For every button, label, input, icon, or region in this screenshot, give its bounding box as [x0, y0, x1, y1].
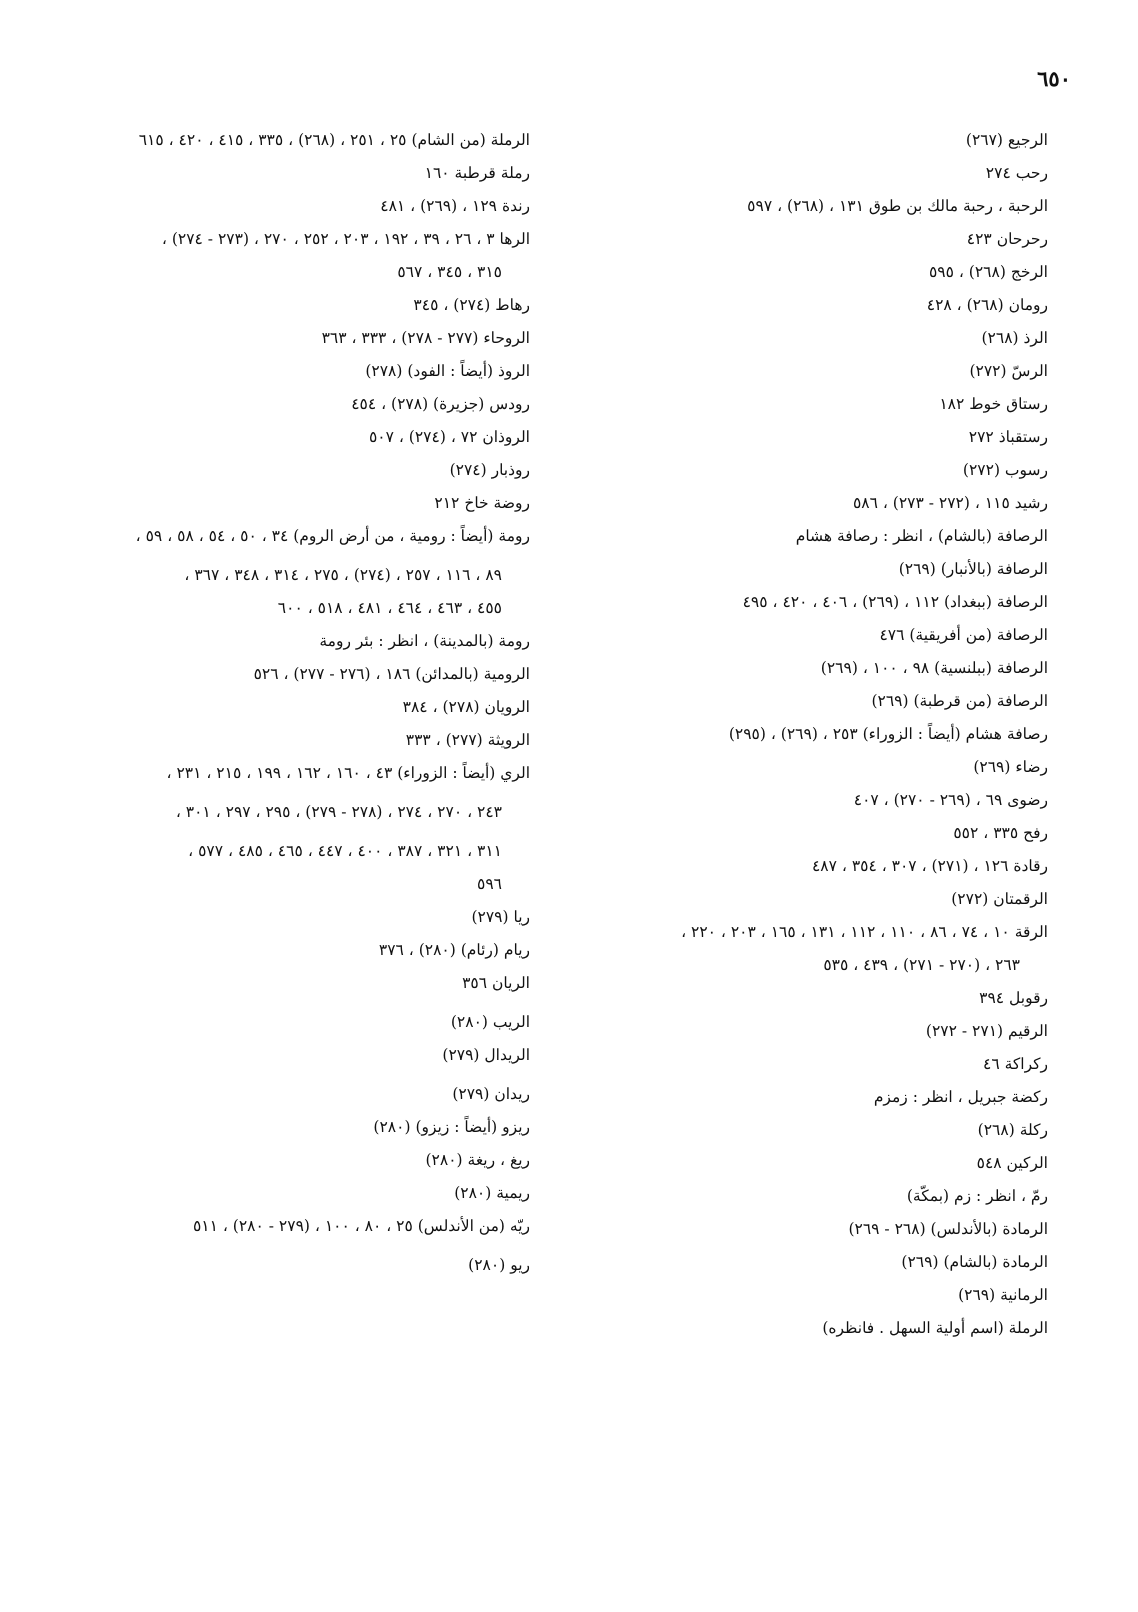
index-entry: الرحبة ، رحبة مالك بن طوق ١٣١ ، (٢٦٨) ، ٥٩٧: [747, 197, 1048, 215]
index-entry: الريب (٢٨٠): [450, 1013, 530, 1031]
index-entry: الرمادة (بالأندلس) (٢٦٨ - ٢٦٩): [848, 1220, 1048, 1238]
index-entry: ركلة (٢٦٨): [977, 1121, 1048, 1139]
index-entry: الروحاء (٢٧٧ - ٢٧٨) ، ٣٣٣ ، ٣٦٣: [321, 329, 530, 347]
index-entry: الرويان (٢٧٨) ، ٣٨٤: [402, 698, 530, 716]
index-entry: رهاط (٢٧٤) ، ٣٤٥: [413, 296, 530, 314]
index-entry: ركضة جبريل ، انظر : زمزم: [873, 1088, 1048, 1106]
index-entry: الرملة (اسم أولية السهل . فانظره): [822, 1319, 1048, 1337]
index-entry: رضاء (٢٦٩): [973, 758, 1048, 776]
index-entry: الرصافة (بالأنبار) (٢٦٩): [898, 560, 1048, 578]
index-entry: الرمانية (٢٦٩): [958, 1286, 1048, 1304]
index-entry: الرصافة (ببغداد) ١١٢ ، (٢٦٩) ، ٤٠٦ ، ٤٢٠ ، ٤٩٥: [742, 593, 1048, 611]
index-entry-continuation: ٨٩ ، ١١٦ ، ٢٥٧ ، (٢٧٤) ، ٢٧٥ ، ٣١٤ ، ٣٤٨ ، ٣٦٧ ،: [184, 566, 502, 584]
index-entry: الريدال (٢٧٩): [442, 1046, 530, 1064]
index-entry: الرقة ١٠ ، ٧٤ ، ٨٦ ، ١١٠ ، ١١٢ ، ١٣١ ، ١٦٥ ، ٢٠٣ ، ٢٢٠ ،: [681, 923, 1048, 941]
index-entry: الرذ (٢٦٨): [981, 329, 1048, 347]
index-entry: الرومية (بالمدائن) ١٨٦ ، (٢٧٦ - ٢٧٧) ، ٥٢٦: [253, 665, 530, 683]
index-entry: الرمادة (بالشام) (٢٦٩): [901, 1253, 1048, 1271]
index-entry: رمّ ، انظر : زم (بمكّة): [906, 1187, 1048, 1205]
index-entry: رستقباذ ٢٧٢: [968, 428, 1048, 446]
index-entry: ريمية (٢٨٠): [454, 1184, 530, 1202]
index-entry: رودس (جزيرة) (٢٧٨) ، ٤٥٤: [351, 395, 530, 413]
index-entry: الرخج (٢٦٨) ، ٥٩٥: [928, 263, 1048, 281]
index-entry: الرصافة (من أفريقية) ٤٧٦: [879, 626, 1048, 644]
index-entry: الريان ٣٥٦: [462, 974, 530, 992]
index-entry-continuation: ٣١٥ ، ٣٤٥ ، ٥٦٧: [397, 263, 502, 281]
index-entry: رحرحان ٤٢٣: [966, 230, 1048, 248]
index-entry: ريا (٢٧٩): [471, 908, 530, 926]
index-entry: الرملة (من الشام) ٢٥ ، ٢٥١ ، (٢٦٨) ، ٣٣٥ ، ٤١٥ ، ٤٢٠ ، ٦١٥: [138, 131, 530, 149]
index-column-left: [40, 124, 530, 1282]
index-entry: ريغ ، ريغة (٢٨٠): [425, 1151, 530, 1169]
index-entry-continuation: ٤٥٥ ، ٤٦٣ ، ٤٦٤ ، ٤٨١ ، ٥١٨ ، ٦٠٠: [277, 599, 502, 617]
index-entry-continuation: ٥٩٦: [477, 875, 502, 893]
index-entry: الروذ (أيضاً : الفود) (٢٧٨): [365, 362, 530, 380]
index-entry: رشيد ١١٥ ، (٢٧٢ - ٢٧٣) ، ٥٨٦: [852, 494, 1048, 512]
index-entry: رستاق خوط ١٨٢: [939, 395, 1048, 413]
index-entry: الرجيع (٢٦٧): [965, 131, 1048, 149]
page-number: ٦٥٠: [1037, 66, 1071, 91]
index-entry: الرها ٣ ، ٢٦ ، ٣٩ ، ١٩٢ ، ٢٠٣ ، ٢٥٢ ، ٢٧٠ ، (٢٧٣ - ٢٧٤) ،: [161, 230, 530, 248]
index-entry: رحب ٢٧٤: [985, 164, 1048, 182]
index-entry: الرقمتان (٢٧٢): [951, 890, 1048, 908]
index-entry: ريّه (من الأندلس) ٢٥ ، ٨٠ ، ١٠٠ ، (٢٧٩ - ٢٨٠) ، ٥١١: [192, 1217, 530, 1235]
index-entry-continuation: ٢٤٣ ، ٢٧٠ ، ٢٧٤ ، (٢٧٨ - ٢٧٩) ، ٢٩٥ ، ٢٩٧ ، ٣٠١ ،: [175, 803, 502, 821]
index-entry: الرصافة (بالشام) ، انظر : رصافة هشام: [795, 527, 1048, 545]
index-entry: رملة قرطبة ١٦٠: [424, 164, 530, 182]
index-entry: رسوب (٢٧٢): [962, 461, 1048, 479]
index-entry: الرسّ (٢٧٢): [969, 362, 1048, 380]
index-entry: روضة خاخ ٢١٢: [434, 494, 530, 512]
index-entry: رومة (أيضاً : رومية ، من أرض الروم) ٣٤ ، ٥٠ ، ٥٤ ، ٥٨ ، ٥٩ ،: [135, 527, 530, 545]
index-entry: ركراكة ٤٦: [983, 1055, 1048, 1073]
index-entry: رندة ١٢٩ ، (٢٦٩) ، ٤٨١: [380, 197, 530, 215]
index-entry: رقوبل ٣٩٤: [979, 989, 1048, 1007]
index-entry: رضوى ٦٩ ، (٢٦٩ - ٢٧٠) ، ٤٠٧: [853, 791, 1048, 809]
index-entry: الرصافة (ببلنسية) ٩٨ ، ١٠٠ ، (٢٦٩): [820, 659, 1048, 677]
index-entry: ريزو (أيضاً : زيزو) (٢٨٠): [373, 1118, 530, 1136]
index-entry-continuation: ٣١١ ، ٣٢١ ، ٣٨٧ ، ٤٠٠ ، ٤٤٧ ، ٤٦٥ ، ٤٨٥ ، ٥٧٧ ،: [188, 842, 502, 860]
index-entry: الرصافة (من قرطبة) (٢٦٩): [871, 692, 1048, 710]
index-entry: الركين ٥٤٨: [976, 1154, 1048, 1172]
index-entry: الروذان ٧٢ ، (٢٧٤) ، ٥٠٧: [368, 428, 530, 446]
index-entry-continuation: ٢٦٣ ، (٢٧٠ - ٢٧١) ، ٤٣٩ ، ٥٣٥: [823, 956, 1020, 974]
index-column-right: [578, 124, 1048, 1345]
index-entry: رقادة ١٢٦ ، (٢٧١) ، ٣٠٧ ، ٣٥٤ ، ٤٨٧: [811, 857, 1048, 875]
index-entry: ريو (٢٨٠): [468, 1256, 530, 1274]
index-entry: الرقيم (٢٧١ - ٢٧٢): [925, 1022, 1048, 1040]
index-entry: رفح ٣٣٥ ، ٥٥٢: [953, 824, 1048, 842]
index-entry: ريام (رئام) (٢٨٠) ، ٣٧٦: [378, 941, 530, 959]
index-entry: رصافة هشام (أيضاً : الزوراء) ٢٥٣ ، (٢٦٩) ، (٢٩٥): [728, 725, 1048, 743]
index-entry: الري (أيضاً : الزوراء) ٤٣ ، ١٦٠ ، ١٦٢ ، ١٩٩ ، ٢١٥ ، ٢٣١ ،: [166, 764, 530, 782]
index-entry: روذبار (٢٧٤): [449, 461, 530, 479]
index-entry: رومان (٢٦٨) ، ٤٢٨: [926, 296, 1048, 314]
index-entry: ريدان (٢٧٩): [452, 1085, 530, 1103]
index-entry: الرويثة (٢٧٧) ، ٣٣٣: [405, 731, 530, 749]
index-entry: رومة (بالمدينة) ، انظر : بئر رومة: [319, 632, 530, 650]
